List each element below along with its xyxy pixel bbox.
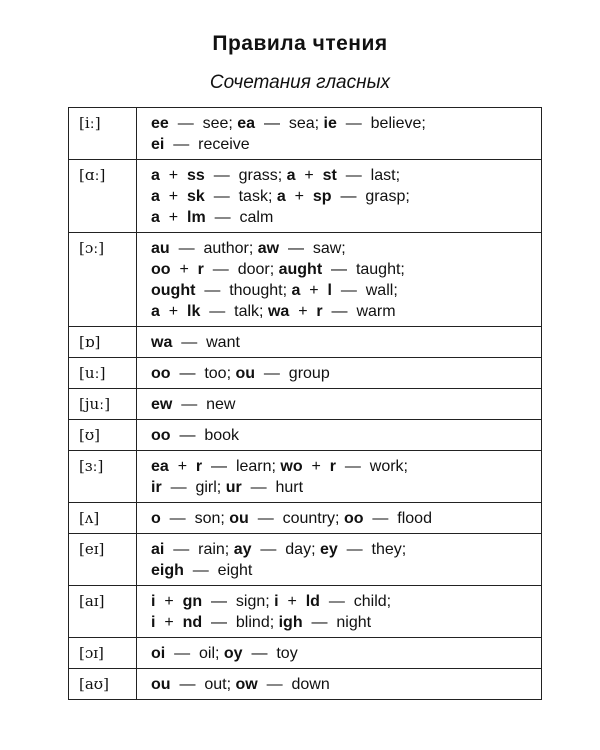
phoneme-cell: [ʊ]: [69, 420, 137, 451]
examples-cell: [137, 420, 542, 451]
page-subtitle: Сочетания гласных: [209, 72, 391, 93]
example-line: oo — too; ou — group: [151, 365, 330, 382]
examples-cell: [137, 534, 542, 586]
examples-cell: [137, 358, 542, 389]
examples-cell: [137, 108, 542, 160]
examples-cell: [137, 160, 542, 233]
table-row: [69, 358, 542, 389]
table-row: [69, 451, 542, 503]
table-row: [69, 638, 542, 669]
example-line: ought — thought; a + l — wall;: [151, 282, 398, 299]
phoneme-cell: [eɪ]: [69, 534, 137, 586]
phoneme-cell: [ɔː]: [69, 233, 137, 327]
table-row: [69, 420, 542, 451]
phoneme-cell: [juː]: [69, 389, 137, 420]
phoneme-cell: [iː]: [69, 108, 137, 160]
example-line: a + lm — calm: [151, 209, 274, 226]
page-title: Правила чтения: [212, 32, 388, 55]
example-line: oi — oil; oy — toy: [151, 645, 298, 662]
phoneme-cell: [ɜː]: [69, 451, 137, 503]
phoneme-cell: [aɪ]: [69, 586, 137, 638]
examples-cell: [137, 586, 542, 638]
table-row: [69, 389, 542, 420]
phoneme-cell: [aʊ]: [69, 669, 137, 700]
example-line: oo + r — door; aught — taught;: [151, 261, 405, 278]
examples-cell: [137, 233, 542, 327]
example-line: i + nd — blind; igh — night: [151, 614, 372, 631]
table-row: [69, 534, 542, 586]
example-line: i + gn — sign; i + ld — child;: [151, 593, 392, 610]
table-row: [69, 160, 542, 233]
example-line: au — author; aw — saw;: [151, 240, 346, 257]
examples-cell: [137, 638, 542, 669]
example-line: ee — see; ea — sea; ie — believe;: [151, 115, 426, 132]
table-body: [69, 108, 542, 700]
table-row: [69, 669, 542, 700]
table-row: [69, 586, 542, 638]
example-line: wa — want: [151, 334, 240, 351]
example-line: ir — girl; ur — hurt: [151, 479, 304, 496]
examples-cell: [137, 451, 542, 503]
example-line: oo — book: [151, 427, 240, 444]
phoneme-cell: [ɒ]: [69, 327, 137, 358]
table-row: [69, 233, 542, 327]
phoneme-cell: [uː]: [69, 358, 137, 389]
examples-cell: [137, 503, 542, 534]
example-line: a + lk — talk; wa + r — warm: [151, 303, 396, 320]
example-line: ea + r — learn; wo + r — work;: [151, 458, 408, 475]
example-line: a + ss — grass; a + st — last;: [151, 167, 401, 184]
vowel-combinations-table: [68, 107, 542, 700]
example-line: ew — new: [151, 396, 236, 413]
phoneme-cell: [ʌ]: [69, 503, 137, 534]
example-line: a + sk — task; a + sp — grasp;: [151, 188, 410, 205]
example-line: ai — rain; ay — day; ey — they;: [151, 541, 407, 558]
table-row: [69, 108, 542, 160]
example-line: o — son; ou — country; oo — flood: [151, 510, 432, 527]
phoneme-cell: [ɔɪ]: [69, 638, 137, 669]
example-line: ou — out; ow — down: [151, 676, 330, 693]
table-row: [69, 327, 542, 358]
phoneme-cell: [ɑː]: [69, 160, 137, 233]
table-row: [69, 503, 542, 534]
example-line: ei — receive: [151, 136, 250, 153]
examples-cell: [137, 669, 542, 700]
examples-cell: [137, 389, 542, 420]
example-line: eigh — eight: [151, 562, 253, 579]
examples-cell: [137, 327, 542, 358]
